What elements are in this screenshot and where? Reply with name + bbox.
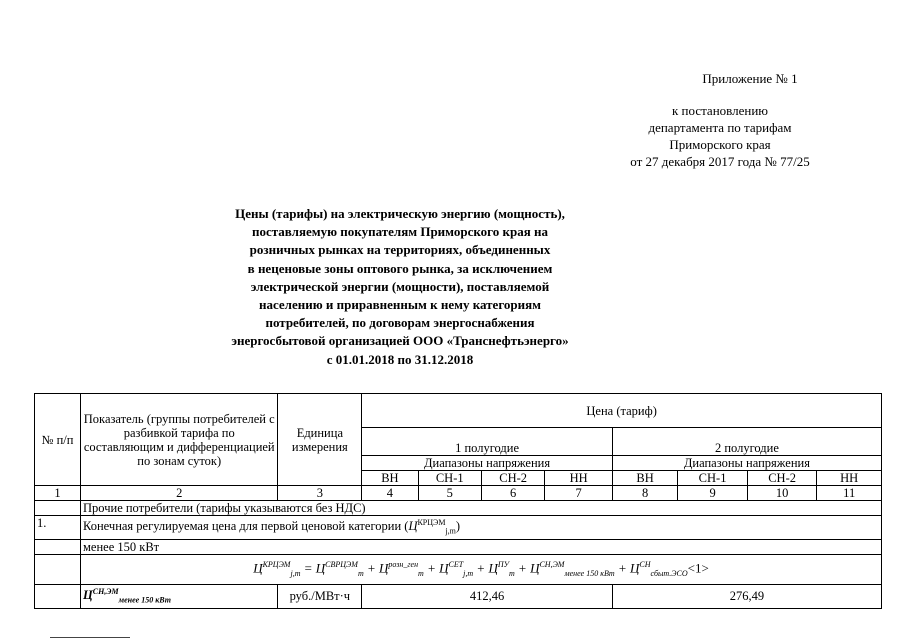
header-voltage-ranges: Диапазоны напряжения <box>612 456 881 471</box>
column-number: 3 <box>278 486 362 501</box>
value-half-2: 276,49 <box>612 585 881 609</box>
column-number: 9 <box>678 486 748 501</box>
voltage-level: СН-1 <box>678 471 748 486</box>
voltage-level: СН-1 <box>418 471 481 486</box>
voltage-level: СН-2 <box>747 471 817 486</box>
appendix-line: к постановлению <box>671 103 769 118</box>
component-label: $Ц^{СН,ЭМ}_{менее 150 кВт}$ <box>81 585 278 609</box>
heading-line: в неценовые зоны оптового рынка, за исключением <box>247 260 553 276</box>
column-number: 10 <box>747 486 817 501</box>
unit-cell: руб./МВт·ч <box>278 585 362 609</box>
header-half-2: 2 полугодие <box>612 428 881 456</box>
appendix-block <box>560 70 880 170</box>
column-number: 11 <box>817 486 882 501</box>
header-voltage-ranges: Диапазоны напряжения <box>362 456 613 471</box>
heading-line: потребителей, по договорам энергоснабжения <box>265 315 535 331</box>
header-price: Цена (тариф) <box>362 394 882 428</box>
heading-line: поставляемую покупателям Приморского края на <box>252 224 548 240</box>
column-number: 2 <box>81 486 278 501</box>
header-indicator: Показатель (группы потребителей с разбивкой тарифа по составляющим и дифференциацией по зонам суток) <box>81 394 278 486</box>
column-number: 8 <box>612 486 677 501</box>
column-number: 5 <box>418 486 481 501</box>
heading-line: Цены (тарифы) на электрическую энергию (мощность), <box>235 206 565 221</box>
heading-line: электрической энергии (мощности), поставляемой <box>250 278 550 294</box>
voltage-level: НН <box>545 471 613 486</box>
voltage-level: ВН <box>612 471 677 486</box>
heading-line: розничных рынках на территориях, объединенных <box>249 242 551 258</box>
appendix-line: от 27 декабря 2017 года № 77/25 <box>630 154 810 169</box>
subrow-less-150kw: менее 150 кВт <box>81 540 882 555</box>
heading-line: с 01.01.2018 по 31.12.2018 <box>326 351 474 367</box>
voltage-level: СН-2 <box>481 471 544 486</box>
row-first-price-category: Конечная регулируемая цена для первой ценовой категории $(Ц^{КРЦЭМ}_{j,m})$ <box>81 516 882 540</box>
header-unit: Единица измерения <box>278 394 362 486</box>
heading-line: населению и приравненным к нему категориям <box>258 297 542 313</box>
appendix-title: Приложение № 1 <box>702 71 798 86</box>
document-heading <box>195 205 605 369</box>
column-number: 1 <box>35 486 81 501</box>
value-half-1: 412,46 <box>362 585 613 609</box>
price-formula: $Ц^{КРЦЭМ}_{j,m} = Ц^{СВРЦЭМ}_m + Ц^{розн\_ген}_m + Ц^{СЕТ}_{j,m} + Ц^{ПУ}_m + Ц^{СН,ЭМ}_{менее 150 кВт} + Ц^{СН}_{сбыт.ЭСО}<1>$ <box>81 555 882 585</box>
column-number: 4 <box>362 486 418 501</box>
row-number: 1. <box>35 516 81 540</box>
column-number: 7 <box>545 486 613 501</box>
heading-line: энергосбытовой организацией ООО «Транснефтьэнерго» <box>231 333 569 349</box>
header-half-1: 1 полугодие <box>362 428 613 456</box>
tariff-table <box>34 393 882 609</box>
header-no: № п/п <box>35 394 81 486</box>
section-other-consumers: Прочие потребители (тарифы указываются без НДС) <box>81 501 882 516</box>
column-number: 6 <box>481 486 544 501</box>
appendix-line: Приморского края <box>669 137 771 152</box>
appendix-line: департамента по тарифам <box>648 120 792 135</box>
voltage-level: НН <box>817 471 882 486</box>
voltage-level: ВН <box>362 471 418 486</box>
